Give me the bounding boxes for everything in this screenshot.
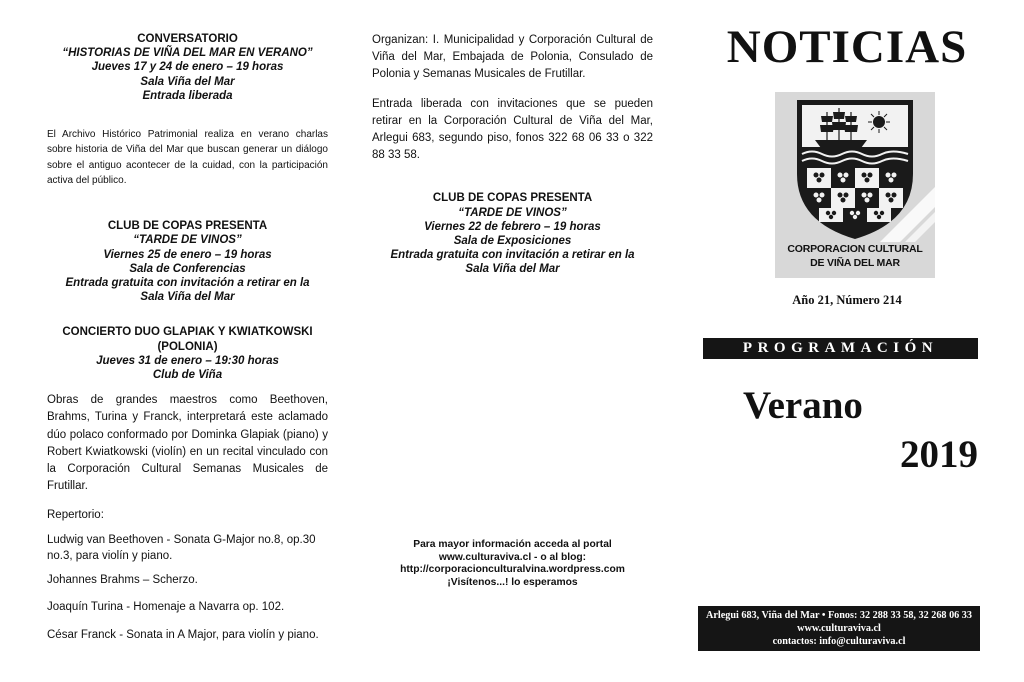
event-entry: Entrada gratuita con invitación a retirar en la [65,277,310,290]
website-link[interactable]: www.culturaviva.cl - o al blog: [438,551,587,563]
repertoire-title: Repertorio: [47,509,104,522]
repertoire-item: César Franck - Sonata in A Major, para violín y piano. [47,628,319,641]
logo-text-line2: DE VIÑA DEL MAR [810,257,900,269]
repertoire-item: Joaquín Turina - Homenaje a Navarra op. 102. [47,601,285,614]
event-category: CLUB DE COPAS PRESENTA [107,220,268,233]
issue-number: Año 21, Número 214 [792,293,902,307]
repertoire-item: Ludwig van Beethoven - Sonata G-Major no.8, op.30 no.3, para violín y piano. [47,533,316,562]
event-entry-venue: Sala Viña del Mar [465,263,560,276]
free-entry-text: Entrada liberada con invitaciones que se pueden retirar en la Corporación Cultural de Viña del Mar, Arlegui 683, segundo piso, fonos 322 68 06 33 o 322 88 33 58. [372,97,653,162]
info-line: ¡Visítenos...! lo esperamos [447,576,578,588]
coat-of-arms-icon [775,92,935,242]
event-venue: Sala de Exposiciones [453,235,572,248]
club-copas-1-heading [47,219,328,304]
logo-text-line1: CORPORACION CULTURAL [787,243,923,255]
event-venue: Sala de Conferencias [129,262,246,275]
cover-column [670,0,1024,682]
event-date: Viernes 22 de febrero – 19 horas [424,220,601,233]
repertoire-item: Johannes Brahms – Scherzo. [47,573,198,586]
event-title: “TARDE DE VINOS” [458,206,567,219]
more-info-block [372,539,653,589]
season-year: 2019 [900,433,978,476]
event-subtitle: (POLONIA) [157,340,218,353]
event-date: Jueves 31 de enero – 19:30 horas [96,354,279,367]
event-title: CONCIERTO DUO GLAPIAK Y KWIATKOWSKI [62,326,313,339]
event-title: “TARDE DE VINOS” [133,234,242,247]
event-entry: Entrada liberada [142,89,233,102]
blog-link[interactable]: http://corporacionculturalvina.wordpress.com [400,564,625,575]
event-title: “HISTORIAS DE VIÑA DEL MAR EN VERANO” [62,47,313,60]
organizers-text: Organizan: I. Municipalidad y Corporación Cultural de Viña del Mar, Embajada de Polonia, Consulado de Polonia y Semanas Musicales de Frutillar. [372,34,653,81]
left-column [0,0,348,682]
conversatorio-description: El Archivo Histórico Patrimonial realiza en verano charlas sobre historia de Viña del Mar que buscan generar un diálogo sobre el antiguo acontecer de la cuidad, con la participación activa del público. [47,129,328,186]
contact-address: Arlegui 683, Viña del Mar • Fonos: 32 288 33 58, 32 268 06 33 [706,610,972,621]
event-entry: Entrada gratuita con invitación a retirar en la [390,249,635,262]
event-category: CLUB DE COPAS PRESENTA [432,192,593,205]
contact-website[interactable]: www.culturaviva.cl [797,623,881,635]
event-venue: Sala Viña del Mar [140,75,235,88]
programacion-banner: PROGRAMACIÓN [703,338,978,359]
conversatorio-heading [47,32,328,103]
info-line: Para mayor información acceda al portal [413,539,612,550]
contact-email[interactable]: contactos: info@culturaviva.cl [772,636,906,648]
season-title: Verano [743,384,863,427]
event-date: Viernes 25 de enero – 19 horas [103,248,272,261]
event-category: CONVERSATORIO [137,33,238,45]
event-date: Jueves 17 y 24 de enero – 19 horas [91,61,284,74]
newsletter-title: NOTICIAS [726,21,968,73]
event-venue: Club de Viña [152,369,223,382]
club-copas-2-heading [372,191,653,276]
event-entry-venue: Sala Viña del Mar [140,291,235,304]
concierto-heading [47,325,328,382]
concierto-description: Obras de grandes maestros como Beethoven, Brahms, Turina y Franck, interpretará este aclamado dúo polaco conformado por Dominka Glapiak (piano) y Robert Kwiatkowski (violín) en un recital vinculado con la Corporación Cultural Semanas Musicales de Frutillar. [47,394,328,493]
middle-column [348,0,670,682]
contact-box [698,606,980,651]
corporation-logo [775,92,935,278]
